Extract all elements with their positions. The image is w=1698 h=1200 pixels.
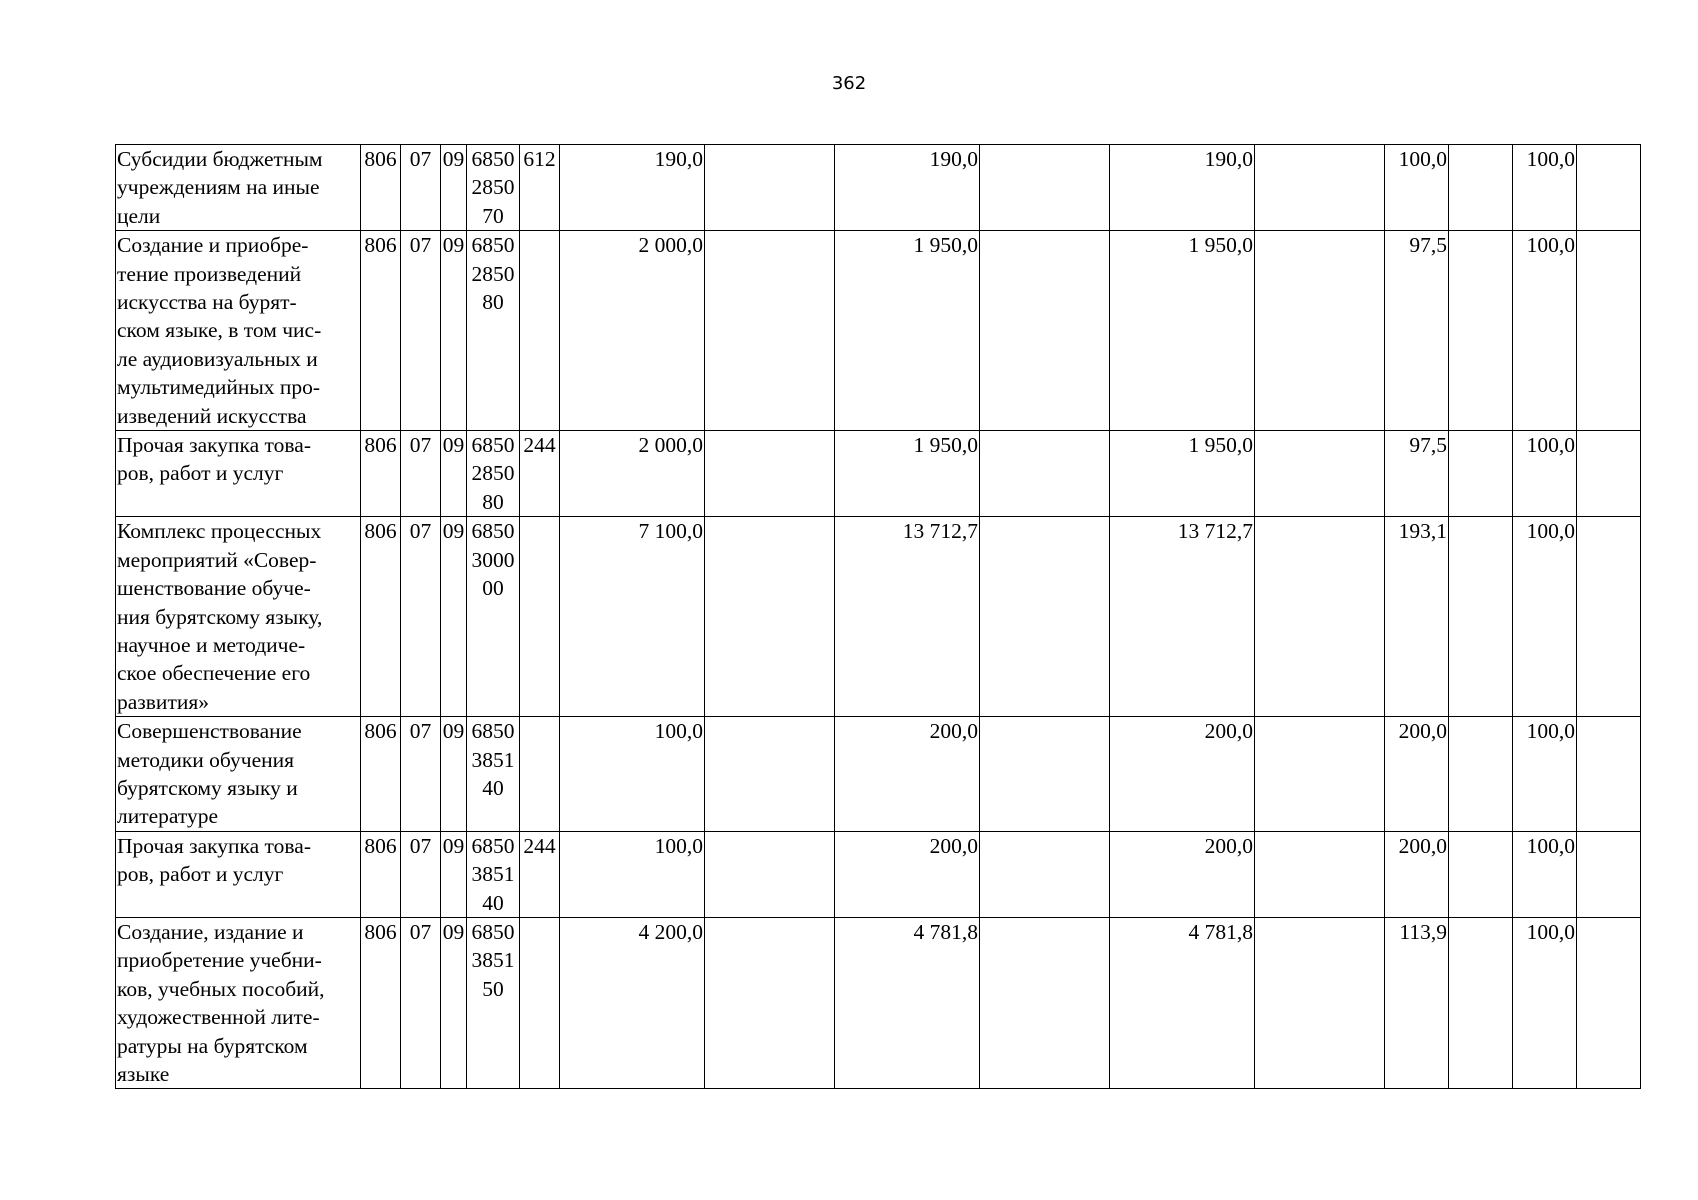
empty-cell [1449, 431, 1513, 517]
expense-type-cell [520, 231, 560, 431]
ministry-code-cell: 806 [361, 917, 401, 1088]
planned-amount-cell: 7 100,0 [560, 517, 705, 717]
empty-cell [1577, 145, 1641, 231]
section-code-cell: 07 [401, 231, 441, 431]
subsection-code-cell: 09 [441, 431, 467, 517]
subsection-code-cell: 09 [441, 517, 467, 717]
empty-cell [705, 431, 835, 517]
percent-of-plan-cell: 97,5 [1385, 231, 1449, 431]
empty-cell [1255, 917, 1385, 1088]
refined-amount-cell: 13 712,7 [835, 517, 980, 717]
table-row [116, 717, 1641, 832]
empty-cell [1449, 917, 1513, 1088]
percent-of-refined-cell: 100,0 [1513, 917, 1577, 1088]
expense-type-cell: 244 [520, 431, 560, 517]
executed-amount-cell: 13 712,7 [1110, 517, 1255, 717]
percent-of-refined-cell: 100,0 [1513, 831, 1577, 917]
subsection-code-cell: 09 [441, 231, 467, 431]
expense-type-cell: 612 [520, 145, 560, 231]
percent-of-plan-cell: 97,5 [1385, 431, 1449, 517]
refined-amount-cell: 1 950,0 [835, 431, 980, 517]
percent-of-plan-cell: 113,9 [1385, 917, 1449, 1088]
expense-name-cell: Субсидии бюджетным учреждениям на иные цели [116, 145, 361, 231]
empty-cell [980, 717, 1110, 832]
section-code-cell: 07 [401, 145, 441, 231]
planned-amount-cell: 190,0 [560, 145, 705, 231]
empty-cell [1255, 831, 1385, 917]
section-code-cell: 07 [401, 717, 441, 832]
table-row [116, 517, 1641, 717]
empty-cell [1255, 717, 1385, 832]
executed-amount-cell: 1 950,0 [1110, 431, 1255, 517]
empty-cell [705, 231, 835, 431]
empty-cell [980, 831, 1110, 917]
expense-name-cell: Создание, издание и приобретение учебни- ков, учебных пособий, художественной лите- ратуры на бурятском языке [116, 917, 361, 1088]
table-row [116, 431, 1641, 517]
empty-cell [980, 231, 1110, 431]
empty-cell [1577, 917, 1641, 1088]
percent-of-refined-cell: 100,0 [1513, 517, 1577, 717]
percent-of-refined-cell: 100,0 [1513, 231, 1577, 431]
planned-amount-cell: 100,0 [560, 831, 705, 917]
refined-amount-cell: 190,0 [835, 145, 980, 231]
refined-amount-cell: 200,0 [835, 717, 980, 832]
table-row [116, 145, 1641, 231]
planned-amount-cell: 100,0 [560, 717, 705, 832]
section-code-cell: 07 [401, 431, 441, 517]
executed-amount-cell: 4 781,8 [1110, 917, 1255, 1088]
table-row [116, 917, 1641, 1088]
subsection-code-cell: 09 [441, 917, 467, 1088]
expense-name-cell: Создание и приобре- тение произведений искусства на бурят- ском языке, в том чис- ле аудиовизуальных и мультимедийных про- изведений искусства [116, 231, 361, 431]
ministry-code-cell: 806 [361, 231, 401, 431]
subsection-code-cell: 09 [441, 831, 467, 917]
empty-cell [1255, 431, 1385, 517]
subsection-code-cell: 09 [441, 145, 467, 231]
empty-cell [705, 831, 835, 917]
empty-cell [1449, 831, 1513, 917]
percent-of-refined-cell: 100,0 [1513, 145, 1577, 231]
target-article-cell: 6850 3851 50 [467, 917, 520, 1088]
target-article-cell: 6850 2850 80 [467, 431, 520, 517]
empty-cell [980, 431, 1110, 517]
page-number: 362 [831, 73, 867, 94]
planned-amount-cell: 4 200,0 [560, 917, 705, 1088]
refined-amount-cell: 4 781,8 [835, 917, 980, 1088]
refined-amount-cell: 1 950,0 [835, 231, 980, 431]
percent-of-plan-cell: 100,0 [1385, 145, 1449, 231]
ministry-code-cell: 806 [361, 431, 401, 517]
empty-cell [1255, 231, 1385, 431]
empty-cell [980, 145, 1110, 231]
target-article-cell: 6850 2850 70 [467, 145, 520, 231]
empty-cell [705, 145, 835, 231]
empty-cell [1255, 145, 1385, 231]
executed-amount-cell: 1 950,0 [1110, 231, 1255, 431]
empty-cell [1449, 231, 1513, 431]
empty-cell [1449, 145, 1513, 231]
empty-cell [1449, 717, 1513, 832]
executed-amount-cell: 190,0 [1110, 145, 1255, 231]
target-article-cell: 6850 2850 80 [467, 231, 520, 431]
expense-type-cell: 244 [520, 831, 560, 917]
executed-amount-cell: 200,0 [1110, 717, 1255, 832]
empty-cell [1577, 831, 1641, 917]
expense-type-cell [520, 717, 560, 832]
empty-cell [1577, 517, 1641, 717]
empty-cell [1577, 231, 1641, 431]
expense-name-cell: Прочая закупка това- ров, работ и услуг [116, 431, 361, 517]
percent-of-refined-cell: 100,0 [1513, 431, 1577, 517]
expense-name-cell: Комплекс процессных мероприятий «Совер- шенствование обуче- ния бурятскому языку, научное и методиче- ское обеспечение его развития» [116, 517, 361, 717]
empty-cell [1255, 517, 1385, 717]
ministry-code-cell: 806 [361, 831, 401, 917]
target-article-cell: 6850 3851 40 [467, 831, 520, 917]
empty-cell [1449, 517, 1513, 717]
planned-amount-cell: 2 000,0 [560, 231, 705, 431]
ministry-code-cell: 806 [361, 145, 401, 231]
percent-of-plan-cell: 200,0 [1385, 831, 1449, 917]
executed-amount-cell: 200,0 [1110, 831, 1255, 917]
section-code-cell: 07 [401, 517, 441, 717]
empty-cell [1577, 717, 1641, 832]
empty-cell [980, 517, 1110, 717]
expense-type-cell [520, 517, 560, 717]
planned-amount-cell: 2 000,0 [560, 431, 705, 517]
table-row [116, 231, 1641, 431]
empty-cell [705, 517, 835, 717]
budget-table [115, 144, 1641, 1089]
empty-cell [705, 917, 835, 1088]
empty-cell [980, 917, 1110, 1088]
refined-amount-cell: 200,0 [835, 831, 980, 917]
empty-cell [1577, 431, 1641, 517]
ministry-code-cell: 806 [361, 517, 401, 717]
percent-of-plan-cell: 193,1 [1385, 517, 1449, 717]
ministry-code-cell: 806 [361, 717, 401, 832]
target-article-cell: 6850 3000 00 [467, 517, 520, 717]
percent-of-refined-cell: 100,0 [1513, 717, 1577, 832]
expense-type-cell [520, 917, 560, 1088]
section-code-cell: 07 [401, 917, 441, 1088]
expense-name-cell: Прочая закупка това- ров, работ и услуг [116, 831, 361, 917]
table-row [116, 831, 1641, 917]
section-code-cell: 07 [401, 831, 441, 917]
target-article-cell: 6850 3851 40 [467, 717, 520, 832]
expense-name-cell: Совершенствование методики обучения бурятскому языку и литературе [116, 717, 361, 832]
percent-of-plan-cell: 200,0 [1385, 717, 1449, 832]
subsection-code-cell: 09 [441, 717, 467, 832]
empty-cell [705, 717, 835, 832]
